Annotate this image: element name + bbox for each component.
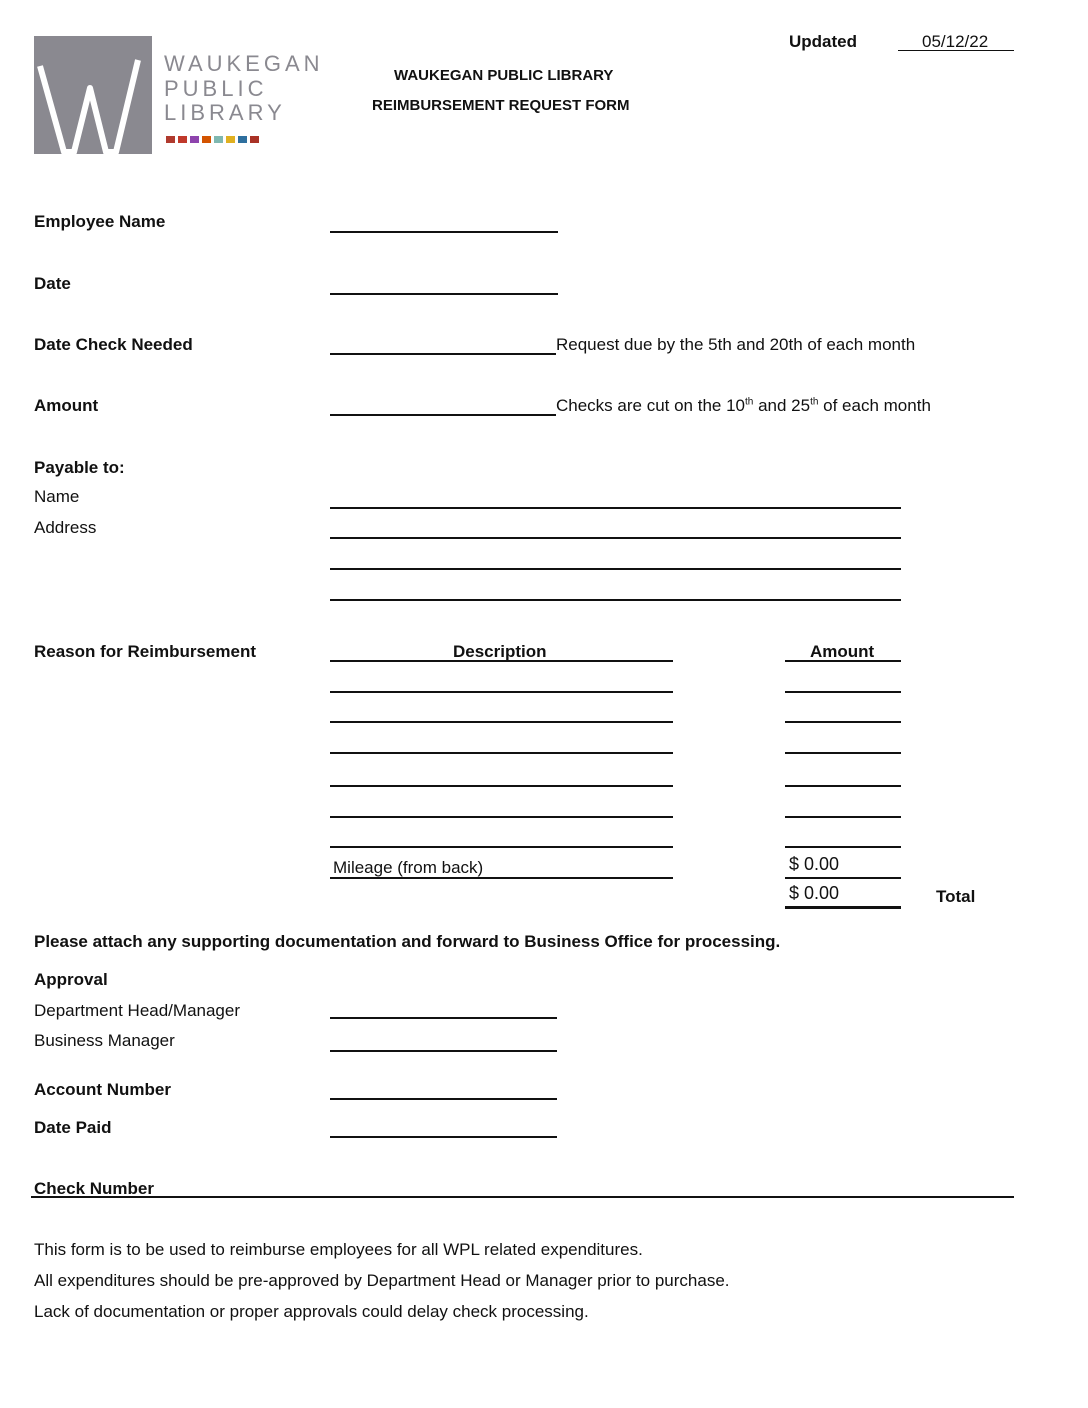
total-label: Total [936,887,976,906]
amount-header: Amount [810,642,875,661]
business-manager-label: Business Manager [34,1031,175,1050]
description-row-2[interactable] [330,721,673,723]
logo-text-line1: WAUKEGAN [164,51,324,76]
logo-square [166,136,175,143]
logo-square [226,136,235,143]
date-paid-field[interactable] [330,1136,557,1138]
amount-note [556,396,931,416]
logo-square [178,136,187,143]
amount-note-part1: Checks are cut on the 10 [556,396,746,415]
description-row-3[interactable] [330,752,673,754]
payee-name-label: Name [34,487,80,506]
payee-address-label: Address [34,518,97,537]
amount-row-4[interactable] [785,785,901,787]
date-field[interactable] [330,293,558,295]
amount-label: Amount [34,396,99,415]
footer-line-3: Lack of documentation or proper approvals could delay check processing. [34,1302,589,1321]
mileage-amount-line [785,877,901,879]
amount-row-3[interactable] [785,752,901,754]
date-check-needed-label: Date Check Needed [34,335,193,354]
account-number-label: Account Number [34,1080,171,1099]
org-title: WAUKEGAN PUBLIC LIBRARY [394,67,614,84]
mileage-amount: $ 0.00 [789,854,840,874]
updated-date: 05/12/22 [922,32,989,51]
description-row-6[interactable] [330,846,673,848]
reimbursement-heading: Reason for Reimbursement [34,642,256,661]
total-amount-line [785,906,901,909]
logo-square [202,136,211,143]
payee-address-field-1[interactable] [330,537,901,539]
date-paid-label: Date Paid [34,1118,112,1137]
date-label: Date [34,274,71,293]
date-check-note: Request due by the 5th and 20th of each month [556,335,916,354]
payee-address-field-3[interactable] [330,599,901,601]
description-header: Description [453,642,547,661]
amount-note-part3: of each month [818,396,931,415]
check-number-label: Check Number [34,1179,154,1198]
payee-address-field-2[interactable] [330,568,901,570]
approval-heading: Approval [34,970,108,989]
amount-row-2[interactable] [785,721,901,723]
updated-label: Updated [789,32,857,51]
logo-square [214,136,223,143]
amount-note-sup2: th [810,396,819,408]
dept-head-signature-field[interactable] [330,1017,557,1019]
logo-text-line2: PUBLIC [164,76,268,101]
description-header-line [330,660,673,662]
total-amount: $ 0.00 [789,883,840,903]
description-row-4[interactable] [330,785,673,787]
form-title: REIMBURSEMENT REQUEST FORM [372,97,630,114]
check-number-field[interactable] [31,1196,1014,1198]
library-logo-mark [34,36,152,154]
logo-square [250,136,259,143]
description-row-5[interactable] [330,816,673,818]
amount-note-part2: and 25 [753,396,811,415]
employee-name-label: Employee Name [34,212,166,231]
amount-row-5[interactable] [785,816,901,818]
amount-header-line [785,660,901,662]
logo-square [238,136,247,143]
employee-name-field[interactable] [330,231,558,233]
payable-heading: Payable to: [34,458,125,477]
business-manager-signature-field[interactable] [330,1050,557,1052]
dept-head-label: Department Head/Manager [34,1001,241,1020]
mileage-line [330,877,673,879]
logo-square [190,136,199,143]
mileage-label: Mileage (from back) [333,858,484,877]
account-number-field[interactable] [330,1098,557,1100]
amount-note-sup1: th [745,396,754,408]
amount-row-6[interactable] [785,846,901,848]
footer-line-2: All expenditures should be pre-approved by Department Head or Manager prior to purchase. [34,1271,730,1290]
description-row-1[interactable] [330,691,673,693]
logo-text-line3: LIBRARY [164,100,286,125]
date-check-needed-field[interactable] [330,353,556,355]
amount-field[interactable] [330,414,556,416]
updated-date-underline [898,50,1014,51]
payee-name-field[interactable] [330,507,901,509]
attach-note: Please attach any supporting documentation and forward to Business Office for processing. [34,932,781,951]
footer-line-1: This form is to be used to reimburse employees for all WPL related expenditures. [34,1240,643,1259]
w-letter-icon [34,36,152,154]
amount-row-1[interactable] [785,691,901,693]
